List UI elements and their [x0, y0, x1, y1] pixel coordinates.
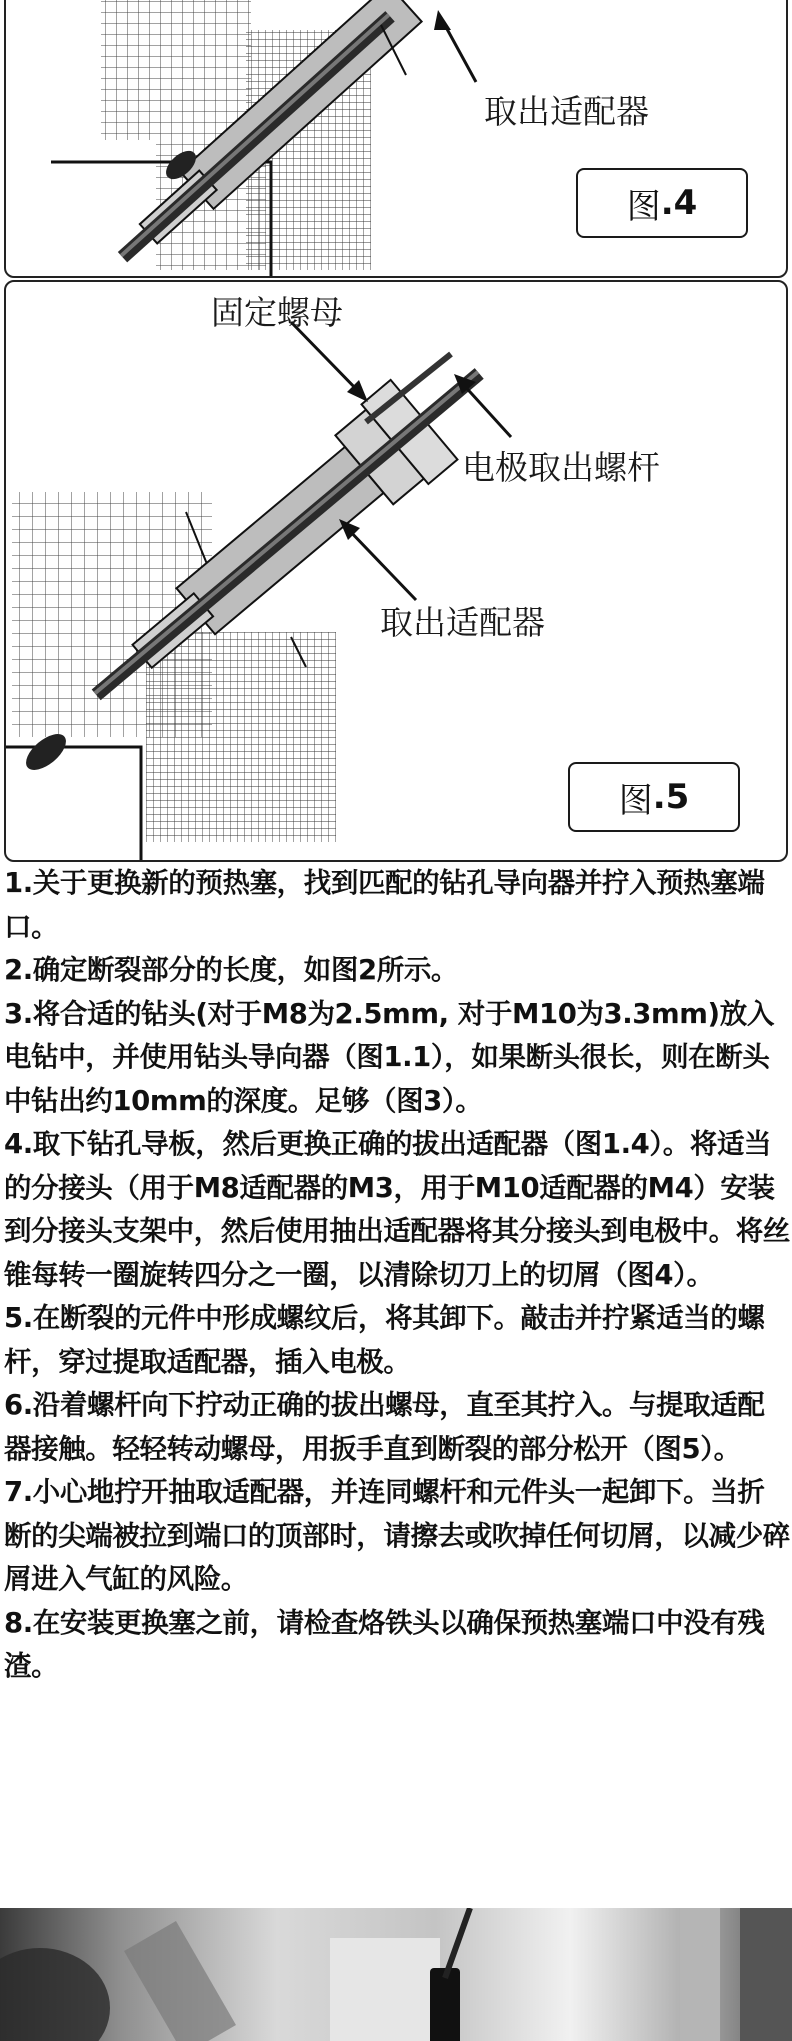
figure-5-panel — [4, 280, 788, 862]
callout-extraction-adapter: 取出适配器 — [380, 603, 545, 642]
step-1: 1.关于更换新的预热塞，找到匹配的钻孔导向器并拧入预热塞端口。 — [4, 867, 765, 943]
step-7: 7.小心地拧开抽取适配器，并连同螺杆和元件头一起卸下。当折断的尖端被拉到端口的顶部时，请擦去或吹掉任何切屑，以减少碎屑进入气缸的风险。 — [4, 1476, 790, 1595]
step-2: 2.确定断裂部分的长度，如图2所示。 — [4, 954, 459, 986]
arrow-to-rod — [461, 382, 511, 437]
arrow-to-adapter — [346, 527, 416, 600]
figure-4-label — [576, 168, 748, 238]
figure-4-panel — [4, 0, 788, 278]
instruction-steps — [4, 862, 790, 1689]
figure-label-prefix: 图 — [618, 780, 653, 821]
figure-5-label — [568, 762, 740, 832]
tool-handle — [430, 1968, 460, 2041]
step-4: 4.取下钻孔导板，然后更换正确的拔出适配器（图1.4）。将适当的分接头（用于M8适配器的M3，用于M10适配器的M4）安装到分接头支架中，然后使用抽出适配器将其分接头到电极中。将丝锥每转一圈旋转四分之一圈，以清除切刀上的切屑（图4）。 — [4, 1128, 790, 1291]
step-5: 5.在断裂的元件中形成螺纹后，将其卸下。敲击并拧紧适当的螺杆，穿过提取适配器，插入电极。 — [4, 1302, 765, 1378]
callout-fixing-nut: 固定螺母 — [211, 293, 343, 332]
hatch-region — [146, 632, 336, 842]
hatch-region — [101, 0, 251, 140]
step-8: 8.在安装更换塞之前，请检查烙铁头以确保预热塞端口中没有残渣。 — [4, 1606, 765, 1682]
figure-label-number: .5 — [652, 777, 690, 817]
callout-electrode-rod: 电极取出螺杆 — [462, 448, 660, 487]
arrow-head — [434, 10, 451, 30]
photo-shapes — [0, 1908, 792, 2041]
product-photo — [0, 1908, 792, 2041]
step-6: 6.沿着螺杆向下拧动正确的拔出螺母，直至其拧入。与提取适配器接触。轻轻转动螺母，用扳手直到断裂的部分松开（图5）。 — [4, 1389, 765, 1465]
figure-label-prefix: 图 — [626, 186, 661, 227]
step-3: 3.将合适的钻头(对于M8为2.5mm, 对于M10为3.3mm)放入电钻中，并使用钻头导向器（图1.1），如果断头很长，则在断头中钻出约10mm的深度。足够（图3）。 — [4, 997, 774, 1117]
figure-label-number: .4 — [660, 183, 698, 223]
tool-rod — [445, 1908, 470, 1978]
callout-extraction-adapter: 取出适配器 — [484, 92, 649, 131]
